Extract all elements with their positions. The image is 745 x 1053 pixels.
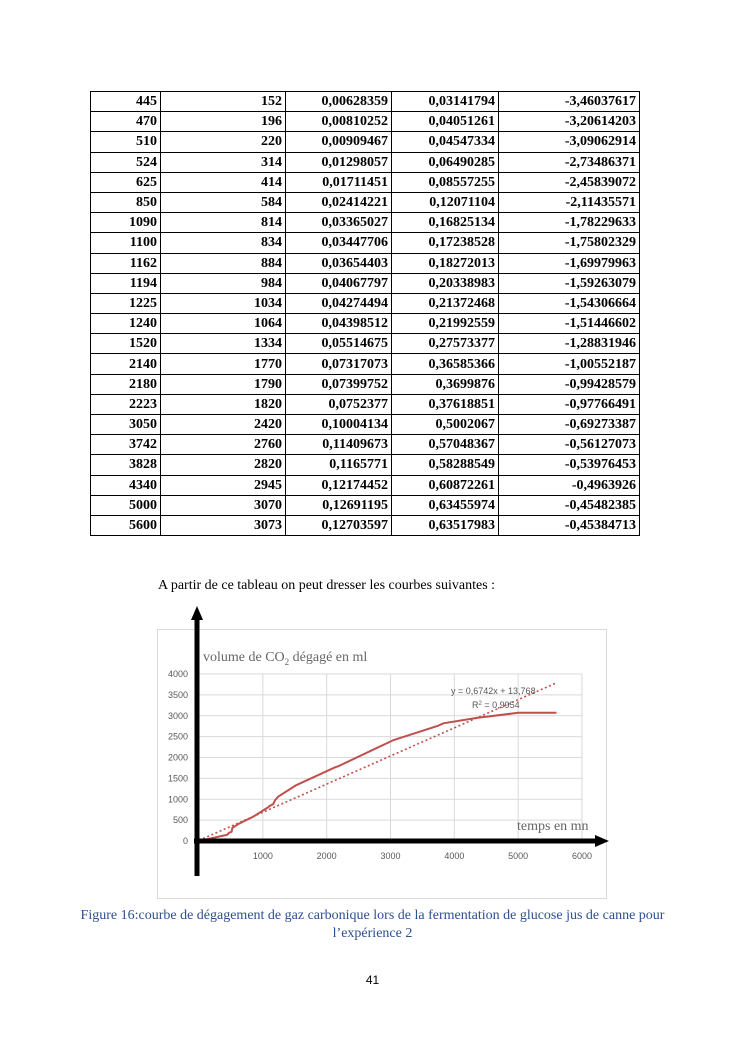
table-cell: -0,53976453 xyxy=(499,455,640,475)
table-cell: 0,60872261 xyxy=(392,475,499,495)
table-cell: 1770 xyxy=(161,354,286,374)
table-cell: -2,11435571 xyxy=(499,192,640,212)
table-cell: -1,75802329 xyxy=(499,233,640,253)
table-cell: -3,46037617 xyxy=(499,92,640,112)
table-cell: 1820 xyxy=(161,394,286,414)
table-cell: 834 xyxy=(161,233,286,253)
table-cell: 0,03654403 xyxy=(286,253,392,273)
y-tick-label: 2500 xyxy=(167,731,188,742)
table-cell: 3828 xyxy=(91,455,161,475)
table-cell: 0,04398512 xyxy=(286,314,392,334)
table-cell: 0,03365027 xyxy=(286,213,392,233)
table-cell: 0,10004134 xyxy=(286,415,392,435)
table-cell: 0,57048367 xyxy=(392,435,499,455)
table-cell: 0,12174452 xyxy=(286,475,392,495)
table-cell: 414 xyxy=(161,172,286,192)
table-cell: 0,08557255 xyxy=(392,172,499,192)
table-cell: 1064 xyxy=(161,314,286,334)
table-cell: 0,04547334 xyxy=(392,132,499,152)
table-cell: 850 xyxy=(91,192,161,212)
table-cell: 2223 xyxy=(91,394,161,414)
x-tick-label: 5000 xyxy=(508,851,529,861)
table-cell: 5600 xyxy=(91,515,161,535)
table-cell: 0,02414221 xyxy=(286,192,392,212)
table-cell: 0,01298057 xyxy=(286,152,392,172)
table-cell: 445 xyxy=(91,92,161,112)
table-cell: -0,97766491 xyxy=(499,394,640,414)
table-cell: 0,11409673 xyxy=(286,435,392,455)
table-cell: 0,0752377 xyxy=(286,394,392,414)
x-tick-label: 4000 xyxy=(444,851,465,861)
table-cell: 4340 xyxy=(91,475,161,495)
y-tick-label: 1500 xyxy=(167,773,188,784)
y-tick-label: 2000 xyxy=(167,752,188,763)
series-line xyxy=(199,713,557,841)
table-cell: 0,01711451 xyxy=(286,172,392,192)
table-cell: -1,00552187 xyxy=(499,354,640,374)
table-cell: 314 xyxy=(161,152,286,172)
table-cell: 2760 xyxy=(161,435,286,455)
table-cell: 0,07399752 xyxy=(286,374,392,394)
table-cell: 0,17238528 xyxy=(392,233,499,253)
y-tick-label: 0 xyxy=(182,836,188,846)
table-cell: 0,06490285 xyxy=(392,152,499,172)
trendline-r2: $R^2 = 0,9954$ xyxy=(472,700,520,710)
table-cell: 0,04051261 xyxy=(392,112,499,132)
table-cell: 814 xyxy=(161,213,286,233)
table-cell: 1090 xyxy=(91,213,161,233)
table-cell: 2180 xyxy=(91,374,161,394)
y-axis-arrow xyxy=(191,606,203,620)
table-cell: 1034 xyxy=(161,293,286,313)
table-cell: 3050 xyxy=(91,415,161,435)
table-cell: 0,20338983 xyxy=(392,273,499,293)
table-cell: 0,12703597 xyxy=(286,515,392,535)
x-tick-label: 6000 xyxy=(571,851,593,861)
y-tick-label: 3500 xyxy=(167,689,188,700)
table-cell: -3,20614203 xyxy=(499,112,640,132)
trendline-equation: y = 0,6742x + 13,768 xyxy=(451,686,536,696)
table-cell: 0,12691195 xyxy=(286,495,392,515)
table-cell: 3070 xyxy=(161,495,286,515)
table-cell: 0,1165771 xyxy=(286,455,392,475)
table-cell: 510 xyxy=(91,132,161,152)
table-cell: -2,73486371 xyxy=(499,152,640,172)
y-axis-label: volume de $CO_2$ dégagé en ml xyxy=(203,650,368,667)
x-tick-label: 1000 xyxy=(252,851,273,861)
table-cell: 0,00628359 xyxy=(286,92,392,112)
intro-text: A partir de ce tableau on peut dresser les courbes suivantes : xyxy=(158,578,496,593)
table-cell: 0,63455974 xyxy=(392,495,499,515)
table-cell: -0,56127073 xyxy=(499,435,640,455)
table-cell: 1790 xyxy=(161,374,286,394)
table-cell: -0,45482385 xyxy=(499,495,640,515)
table-cell: 0,07317073 xyxy=(286,354,392,374)
table-cell: 0,5002067 xyxy=(392,415,499,435)
table-cell: 0,16825134 xyxy=(392,213,499,233)
table-cell: 152 xyxy=(161,92,286,112)
table-cell: 3742 xyxy=(91,435,161,455)
table-cell: 220 xyxy=(161,132,286,152)
table-cell: 984 xyxy=(161,273,286,293)
table-cell: 0,03141794 xyxy=(392,92,499,112)
y-tick-label: 3000 xyxy=(167,710,188,721)
table-cell: -0,45384713 xyxy=(499,515,640,535)
table-cell: -0,99428579 xyxy=(499,374,640,394)
table-cell: 0,03447706 xyxy=(286,233,392,253)
table-cell: -1,54306664 xyxy=(499,293,640,313)
table-cell: 0,63517983 xyxy=(392,515,499,535)
table-cell: 2420 xyxy=(161,415,286,435)
table-cell: 625 xyxy=(91,172,161,192)
table-cell: 1334 xyxy=(161,334,286,354)
table-cell: 1194 xyxy=(91,273,161,293)
table-cell: 0,58288549 xyxy=(392,455,499,475)
table-cell: 0,04067797 xyxy=(286,273,392,293)
chart-grid xyxy=(199,674,582,841)
table-cell: 1240 xyxy=(91,314,161,334)
table-cell: 0,12071104 xyxy=(392,192,499,212)
table-cell: 0,21372468 xyxy=(392,293,499,313)
table-cell: -3,09062914 xyxy=(499,132,640,152)
table-cell: -1,78229633 xyxy=(499,213,640,233)
y-tick-label: 500 xyxy=(172,815,188,826)
table-cell: 196 xyxy=(161,112,286,132)
table-cell: 0,00909467 xyxy=(286,132,392,152)
x-tick-label: 2000 xyxy=(316,851,337,861)
table-cell: 1520 xyxy=(91,334,161,354)
table-cell: 1100 xyxy=(91,233,161,253)
table-cell: 584 xyxy=(161,192,286,212)
x-tick-label: 3000 xyxy=(380,851,401,861)
table-cell: 0,00810252 xyxy=(286,112,392,132)
table-cell: 1162 xyxy=(91,253,161,273)
table-cell: -1,69979963 xyxy=(499,253,640,273)
table-cell: -1,28831946 xyxy=(499,334,640,354)
table-cell: 1225 xyxy=(91,293,161,313)
table-cell: 0,05514675 xyxy=(286,334,392,354)
y-tick-label: 4000 xyxy=(167,669,188,679)
table-cell: -0,4963926 xyxy=(499,475,640,495)
table-cell: -2,45839072 xyxy=(499,172,640,192)
table-cell: 0,37618851 xyxy=(392,394,499,414)
table-cell: -1,51446602 xyxy=(499,314,640,334)
x-axis-arrow xyxy=(595,835,609,847)
table-cell: -1,59263079 xyxy=(499,273,640,293)
table-cell: 524 xyxy=(91,152,161,172)
table-cell: 0,21992559 xyxy=(392,314,499,334)
figure-caption: Figure 16:courbe de dégagement de gaz carbonique lors de la fermentation de glucose jus de canne pour l’expérience 2 xyxy=(80,908,665,941)
table-cell: 5000 xyxy=(91,495,161,515)
table-cell: 3073 xyxy=(161,515,286,535)
table-cell: 0,36585366 xyxy=(392,354,499,374)
y-tick-label: 1000 xyxy=(167,794,188,805)
table-cell: 2945 xyxy=(161,475,286,495)
table-cell: 0,3699876 xyxy=(392,374,499,394)
page-number: 41 xyxy=(365,973,380,987)
table-cell: 0,27573377 xyxy=(392,334,499,354)
table-cell: 884 xyxy=(161,253,286,273)
table-cell: 470 xyxy=(91,112,161,132)
table-cell: 2820 xyxy=(161,455,286,475)
table-cell: 0,18272013 xyxy=(392,253,499,273)
table-cell: 2140 xyxy=(91,354,161,374)
table-cell: -0,69273387 xyxy=(499,415,640,435)
x-axis-label: temps en mn xyxy=(517,819,589,834)
table-cell: 0,04274494 xyxy=(286,293,392,313)
